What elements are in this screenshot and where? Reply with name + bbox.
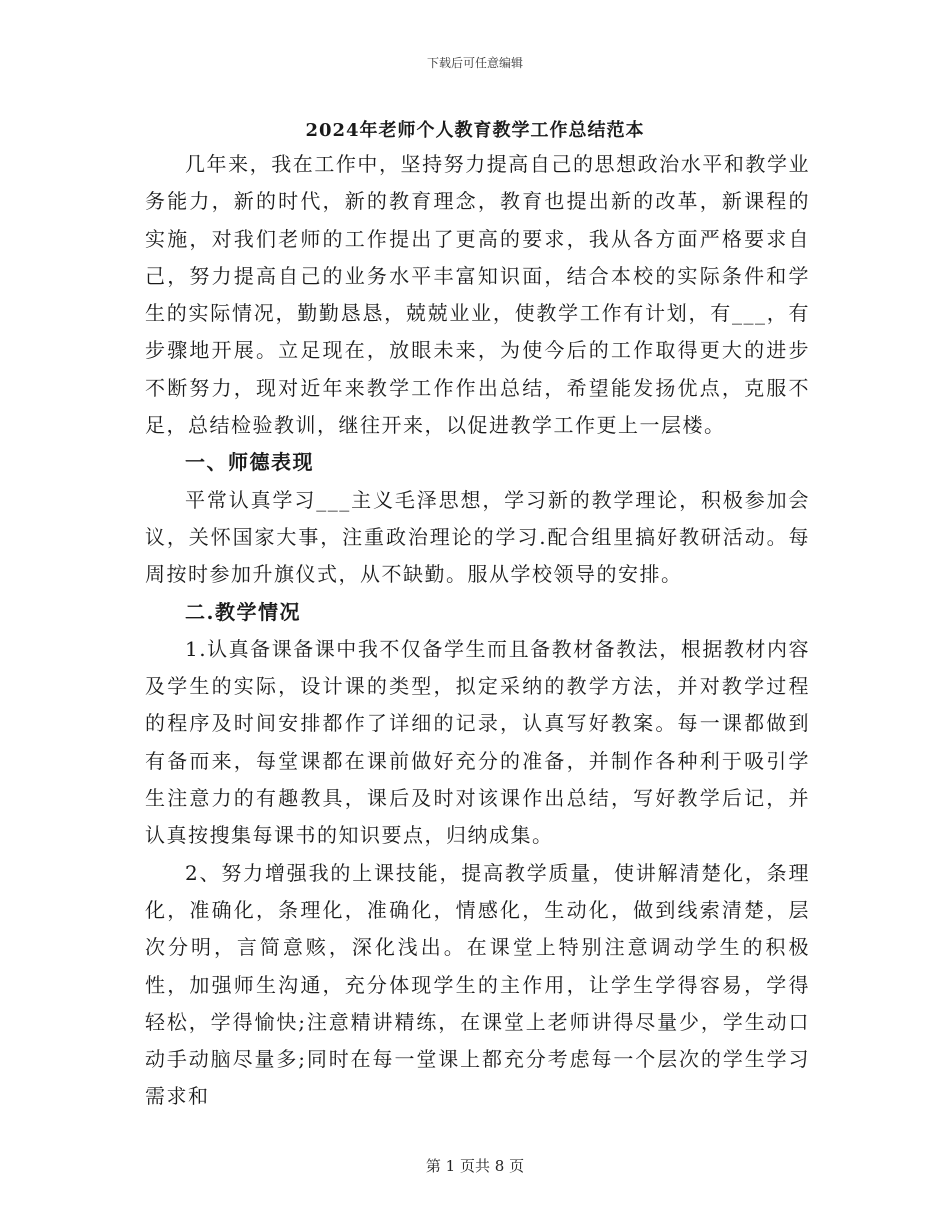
paragraph-item-1: 1.认真备课备课中我不仅备学生而且备教材备教法，根据教材内容及学生的实际，设计课的类型，拟定采纳的教学方法，并对教学过程的程序及时间安排都作了详细的记录，认真写好教案。每一课都做到有备而来，每堂课都在课前做好充分的准备，并制作各种利于吸引学生注意力的有趣教具，课后及时对该课作出总结，写好教学后记，并认真按搜集每课书的知识要点，归纳成集。: [145, 636, 810, 848]
section-heading-teaching: 二.教学情况: [185, 599, 301, 624]
section-heading-ethics: 一、师德表现: [185, 450, 314, 475]
document-title: 2024年老师个人教育教学工作总结范本: [305, 120, 645, 141]
page-footer: 第 1 页共 8 页: [425, 1157, 525, 1175]
paragraph-ethics: 平常认真学习___主义毛泽思想，学习新的教学理论，积极参加会议，关怀国家大事，注重政治理论的学习.配合组里搞好教研活动。每周按时参加升旗仪式，从不缺勤。服从学校领导的安排。: [145, 487, 810, 587]
paragraph-item-2: 2、努力增强我的上课技能，提高教学质量，使讲解清楚化，条理化，准确化，条理化，准确化，情感化，生动化，做到线索清楚，层次分明，言简意赅，深化浅出。在课堂上特别注意调动学生的积极性，加强师生沟通，充分体现学生的主作用，让学生学得容易，学得轻松，学得愉快;注意精讲精练，在课堂上老师讲得尽量少，学生动口动手动脑尽量多;同时在每一堂课上都充分考虑每一个层次的学生学习需求和: [145, 860, 810, 1109]
header-note: 下载后可任意编辑: [426, 56, 523, 70]
document-body: [145, 146, 810, 1116]
paragraph-intro: 几年来，我在工作中，坚持努力提高自己的思想政治水平和教学业务能力，新的时代，新的教育理念，教育也提出新的改革，新课程的实施，对我们老师的工作提出了更高的要求，我从各方面严格要求自己，努力提高自己的业务水平丰富知识面，结合本校的实际条件和学生的实际情况，勤勤恳恳，兢兢业业，使教学工作有计划，有___，有步骤地开展。立足现在，放眼未来，为使今后的工作取得更大的进步不断努力，现对近年来教学工作作出总结，希望能发扬优点，克服不足，总结检验教训，继往开来，以促进教学工作更上一层楼。: [145, 152, 810, 438]
